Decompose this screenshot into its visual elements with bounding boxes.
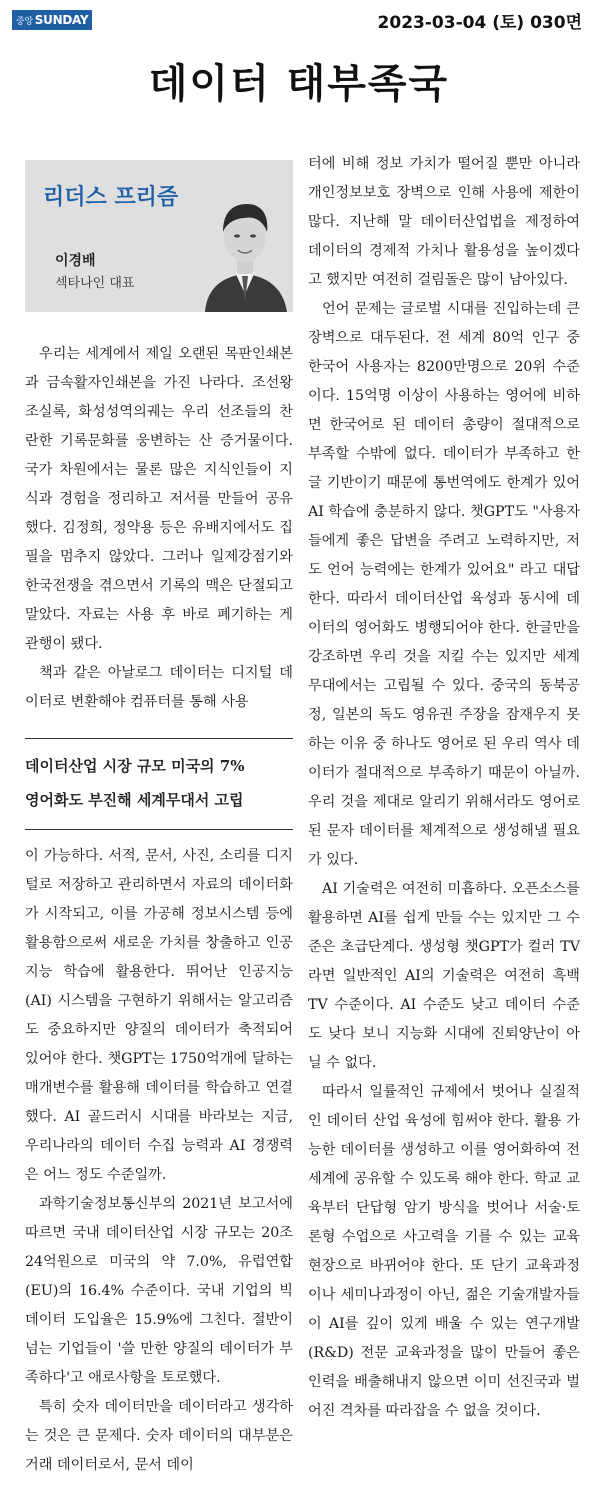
column-name: 리더스 프리즘 (43, 185, 179, 210)
body-column-right (308, 150, 580, 1426)
body-paragraph: 따라서 일률적인 규제에서 벗어나 실질적인 데이터 산업 육성에 힘써야 한다. 활용 가능한 데이터를 생성하고 이를 영어화하여 전 세계에 공유할 수 있도록 해야 한다. 학교 교육부터 단답형 암기 방식을 벗어나 서술·토론형 수업으로 사고력을 기를 수 있는 교육 현장으로 바뀌어야 한다. 또 단기 교육과정이나 세미나과정이 아닌, 젊은 기술개발자들이 AI를 깊이 있게 배울 수 있는 연구개발(R&D) 전문 교육과정을 많이 만들어 좋은 인력을 배출해내지 않으면 이미 선진국과 벌어진 격차를 따라잡을 수 없을 것이다. (308, 1084, 580, 1419)
author-title: 섹타나인 대표 (55, 276, 135, 291)
body-paragraph: AI 기술력은 여전히 미흡하다. 오픈소스를 활용하면 AI를 쉽게 만들 수는 있지만 그 수준은 초급단계다. 생성형 챗GPT가 컬러 TV라면 일반적인 AI의 기술력은 여전히 흑백 TV 수준이다. AI 수준도 낮고 데이터 수준도 낮다 보니 지능화 시대에 진퇴양난이 아닐 수 없다. (308, 881, 580, 1071)
subheadline-line-1: 데이터산업 시장 규모 미국의 7% (25, 757, 245, 775)
subheadline-line-2: 영어화도 부진해 세계무대서 고립 (25, 791, 244, 809)
dateline: 2023-03-04 (토) 030면 (377, 13, 582, 33)
subheadline (25, 738, 293, 830)
body-column-left-top (25, 340, 293, 717)
logo-text: SUNDAY (34, 13, 89, 27)
newspaper-logo (12, 10, 92, 30)
body-paragraph: 우리는 세계에서 제일 오랜된 목판인쇄본과 금속활자인쇄본을 가진 나라다. 조선왕조실록, 화성성역의궤는 우리 선조들의 찬란한 기록문화를 웅변하는 산 증거물이다. 국가 차원에서는 물론 많은 지식인들이 지식과 경험을 정리하고 저서를 만들어 공유했다. 김정희, 정약용 등은 유배지에서도 집필을 멈추지 않았다. 그러나 일제강점기와 한국전쟁을 겪으면서 기록의 맥은 단절되고 말았다. 자료는 사용 후 바로 폐기하는 게 관행이 됐다. (25, 346, 293, 652)
logo-small-text: 중앙 (16, 17, 33, 27)
body-paragraph: 이 가능하다. 서적, 문서, 사진, 소리를 디지털로 저장하고 관리하면서 자료의 데이터화가 시작되고, 이를 가공해 정보시스템 등에 활용함으로써 새로운 가치를 창출하고 인공지능 학습에 활용한다. 뛰어난 인공지능(AI) 시스템을 구현하기 위해서는 알고리즘도 중요하지만 양질의 데이터가 축적되어 있어야 한다. 챗GPT는 1750억개에 달하는 매개변수를 활용해 데이터를 학습하고 연결했다. AI 골드러시 시대를 바라보는 지금, 우리나라의 데이터 수집 능력과 AI 경쟁력은 어느 정도 수준일까. (25, 848, 293, 1183)
body-paragraph: 언어 문제는 글로벌 시대를 진입하는데 큰 장벽으로 대두된다. 전 세계 80억 인구 중 한국어 사용자는 8200만명으로 20위 수준이다. 15억명 이상이 사용하는 영어에 비하면 한국어로 된 데이터 총량이 절대적으로 부족할 수밖에 없다. 데이터가 부족하고 한글 기반이기 때문에 통번역에도 한계가 있어 AI 학습에 충분하지 않다. 챗GPT도 "사용자들에게 좋은 답변을 주려고 노력하지만, 저도 언어 능력에는 한계가 있어요" 라고 대답한다. 따라서 데이터산업 육성과 동시에 데이터의 영어화도 병행되어야 한다. 한글만을 강조하면 우리 것을 지킬 수는 있지만 세계 무대에서는 고립될 수 있다. 중국의 동북공정, 일본의 독도 영유권 주장을 잠재우지 못하는 이유 중 하나도 영어로 된 우리 역사 데이터가 절대적으로 부족하기 때문이 아닐까. 우리 것을 제대로 알리기 위해서라도 영어로 된 문자 데이터를 체계적으로 생성해낼 필요가 있다. (308, 301, 580, 868)
author-portrait-icon (197, 182, 293, 312)
body-column-left-bottom (25, 842, 293, 1480)
columnist-profile (25, 160, 293, 312)
body-paragraph: 터에 비해 정보 가치가 떨어질 뿐만 아니라 개인정보보호 장벽으로 인해 사용에 제한이 많다. 지난해 말 데이터산업법을 제정하여 데이터의 경제적 가치나 활용성을 높이겠다고 했지만 여전히 걸림돌은 많이 남아있다. (308, 156, 580, 288)
body-paragraph: 책과 같은 아날로그 데이터는 디지털 데이터로 변환해야 컴퓨터를 통해 사용 (25, 665, 293, 710)
article-headline: 데이터 태부족국 (148, 60, 450, 107)
body-paragraph: 과학기술정보통신부의 2021년 보고서에 따르면 국내 데이터산업 시장 규모는 20조 24억원으로 미국의 약 7.0%, 유럽연합(EU)의 16.4% 수준이다. 국내 기업의 빅데이터 도입율은 15.9%에 그친다. 절반이 넘는 기업들이 '쓸 만한 양질의 데이터가 부족하다'고 애로사항을 토로했다. (25, 1196, 293, 1386)
masthead-bar (0, 0, 598, 40)
body-paragraph: 특히 숫자 데이터만을 데이터라고 생각하는 것은 큰 문제다. 숫자 데이터의 대부분은 거래 데이터로서, 문서 데이 (25, 1399, 293, 1473)
author-name: 이경배 (55, 253, 96, 269)
